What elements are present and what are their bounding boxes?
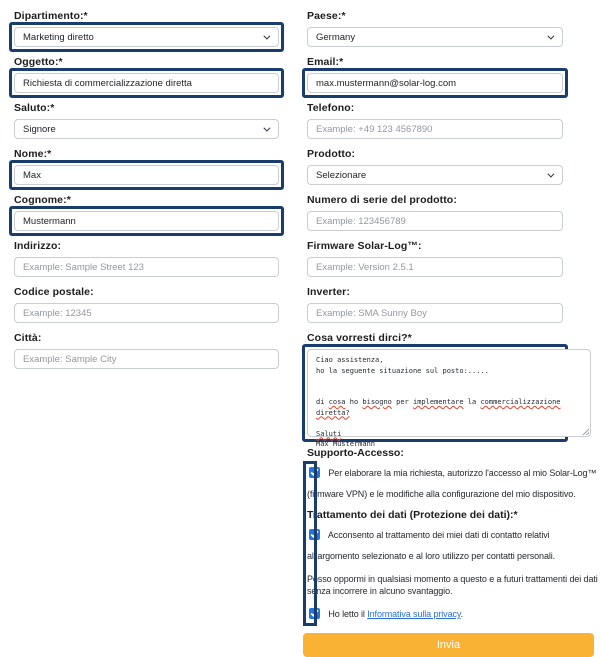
privacy-read-text: Ho letto il Informativa sulla privacy. <box>328 609 464 619</box>
firmware-input[interactable] <box>307 257 563 277</box>
trattamento-dati-heading: Trattamento dei dati (Protezione dei dati):* <box>307 509 518 521</box>
field-message <box>307 332 600 448</box>
chevron-down-icon <box>547 32 554 39</box>
oggetto-input[interactable] <box>14 73 279 93</box>
inverter-input[interactable] <box>307 303 563 323</box>
citta-input[interactable] <box>14 349 279 369</box>
nome-label: Nome:* <box>14 148 52 160</box>
prodotto-select[interactable] <box>307 165 563 185</box>
telefono-label: Telefono: <box>307 102 355 114</box>
consent-section <box>307 446 600 657</box>
field-firmware <box>307 240 600 277</box>
chevron-down-icon <box>263 124 270 131</box>
message-textarea[interactable] <box>307 349 591 448</box>
privacy-read-checkbox[interactable] <box>309 608 320 619</box>
indirizzo-label: Indirizzo: <box>14 240 62 252</box>
numero-serie-label: Numero di serie del prodotto: <box>307 194 457 206</box>
highlight-box-dipartimento <box>9 22 284 52</box>
cognome-label: Cognome:* <box>14 194 71 206</box>
field-paese <box>307 10 600 47</box>
field-nome <box>14 148 279 190</box>
saluto-select[interactable] <box>14 119 279 139</box>
codice-postale-input[interactable] <box>14 303 279 323</box>
codice-postale-label: Codice postale: <box>14 286 94 298</box>
highlight-box-oggetto <box>9 68 284 98</box>
textarea-resize-handle[interactable] <box>581 427 589 435</box>
citta-label: Città: <box>14 332 42 344</box>
field-cognome <box>14 194 279 236</box>
data-processing-checkbox-row[interactable] <box>307 525 600 567</box>
saluto-label: Saluto:* <box>14 102 55 114</box>
email-input[interactable] <box>307 73 563 93</box>
message-label: Cosa vorresti dirci?* <box>307 332 412 344</box>
dipartimento-selected-value: Marketing diretto <box>23 31 94 43</box>
paese-selected-value: Germany <box>316 31 356 43</box>
paese-label: Paese:* <box>307 10 346 22</box>
indirizzo-input[interactable] <box>14 257 279 277</box>
numero-serie-input[interactable] <box>307 211 563 231</box>
highlight-box-message <box>302 344 568 448</box>
privacy-policy-link[interactable]: Informativa sulla privacy <box>367 609 461 619</box>
field-citta <box>14 332 279 369</box>
field-indirizzo <box>14 240 279 277</box>
chevron-down-icon <box>263 32 270 39</box>
field-prodotto <box>307 148 600 185</box>
supporto-accesso-heading: Supporto-Accesso: <box>307 447 404 459</box>
field-email <box>307 56 600 98</box>
form-left-column <box>14 10 279 657</box>
support-access-checkbox[interactable] <box>309 467 320 478</box>
saluto-selected-value: Signore <box>23 123 56 135</box>
email-label: Email:* <box>307 56 344 68</box>
highlight-box-email <box>302 68 568 98</box>
objection-paragraph: Posso oppormi in qualsiasi momento a questo e a futuri trattamenti dei dati senza incorrere in alcuno svantaggio. <box>307 574 598 596</box>
data-processing-text: Acconsento al trattamento dei miei dati di contatto relativi all'argomento selezionato e al loro utilizzo per contatti personali. <box>307 530 556 561</box>
chevron-down-icon <box>547 170 554 177</box>
cognome-input[interactable] <box>14 211 279 231</box>
checkbox-zone <box>307 463 600 625</box>
support-access-text: Per elaborare la mia richiesta, autorizzo l'accesso al mio Solar-Log™ (firmware VPN) e le modifiche alla configurazione del mio dispositivo. <box>307 468 597 499</box>
data-processing-checkbox[interactable] <box>309 529 320 540</box>
firmware-label: Firmware Solar-Log™: <box>307 240 422 252</box>
prodotto-label: Prodotto: <box>307 148 356 160</box>
nome-input[interactable] <box>14 165 279 185</box>
highlight-box-nome <box>9 160 284 190</box>
prodotto-selected-value: Selezionare <box>316 169 367 181</box>
field-saluto <box>14 102 279 139</box>
dipartimento-select[interactable] <box>14 27 279 47</box>
message-text: Ciao assistenza, ho la seguente situazione sul posto:..... di cosa ho bisogno per implementare la commercializzazione diretta? Saluti Max Mustermann <box>316 356 561 448</box>
form-right-column <box>307 10 600 657</box>
telefono-input[interactable] <box>307 119 563 139</box>
dipartimento-label: Dipartimento:* <box>14 10 88 22</box>
inverter-label: Inverter: <box>307 286 350 298</box>
field-inverter <box>307 286 600 323</box>
support-access-checkbox-row[interactable] <box>307 463 600 505</box>
field-dipartimento <box>14 10 279 52</box>
privacy-read-checkbox-row[interactable] <box>307 604 600 625</box>
highlight-box-cognome <box>9 206 284 236</box>
field-numero-serie <box>307 194 600 231</box>
field-oggetto <box>14 56 279 98</box>
oggetto-label: Oggetto:* <box>14 56 63 68</box>
field-telefono <box>307 102 600 139</box>
invia-button[interactable]: Invia <box>303 633 594 657</box>
field-codice-postale <box>14 286 279 323</box>
paese-select[interactable] <box>307 27 563 47</box>
